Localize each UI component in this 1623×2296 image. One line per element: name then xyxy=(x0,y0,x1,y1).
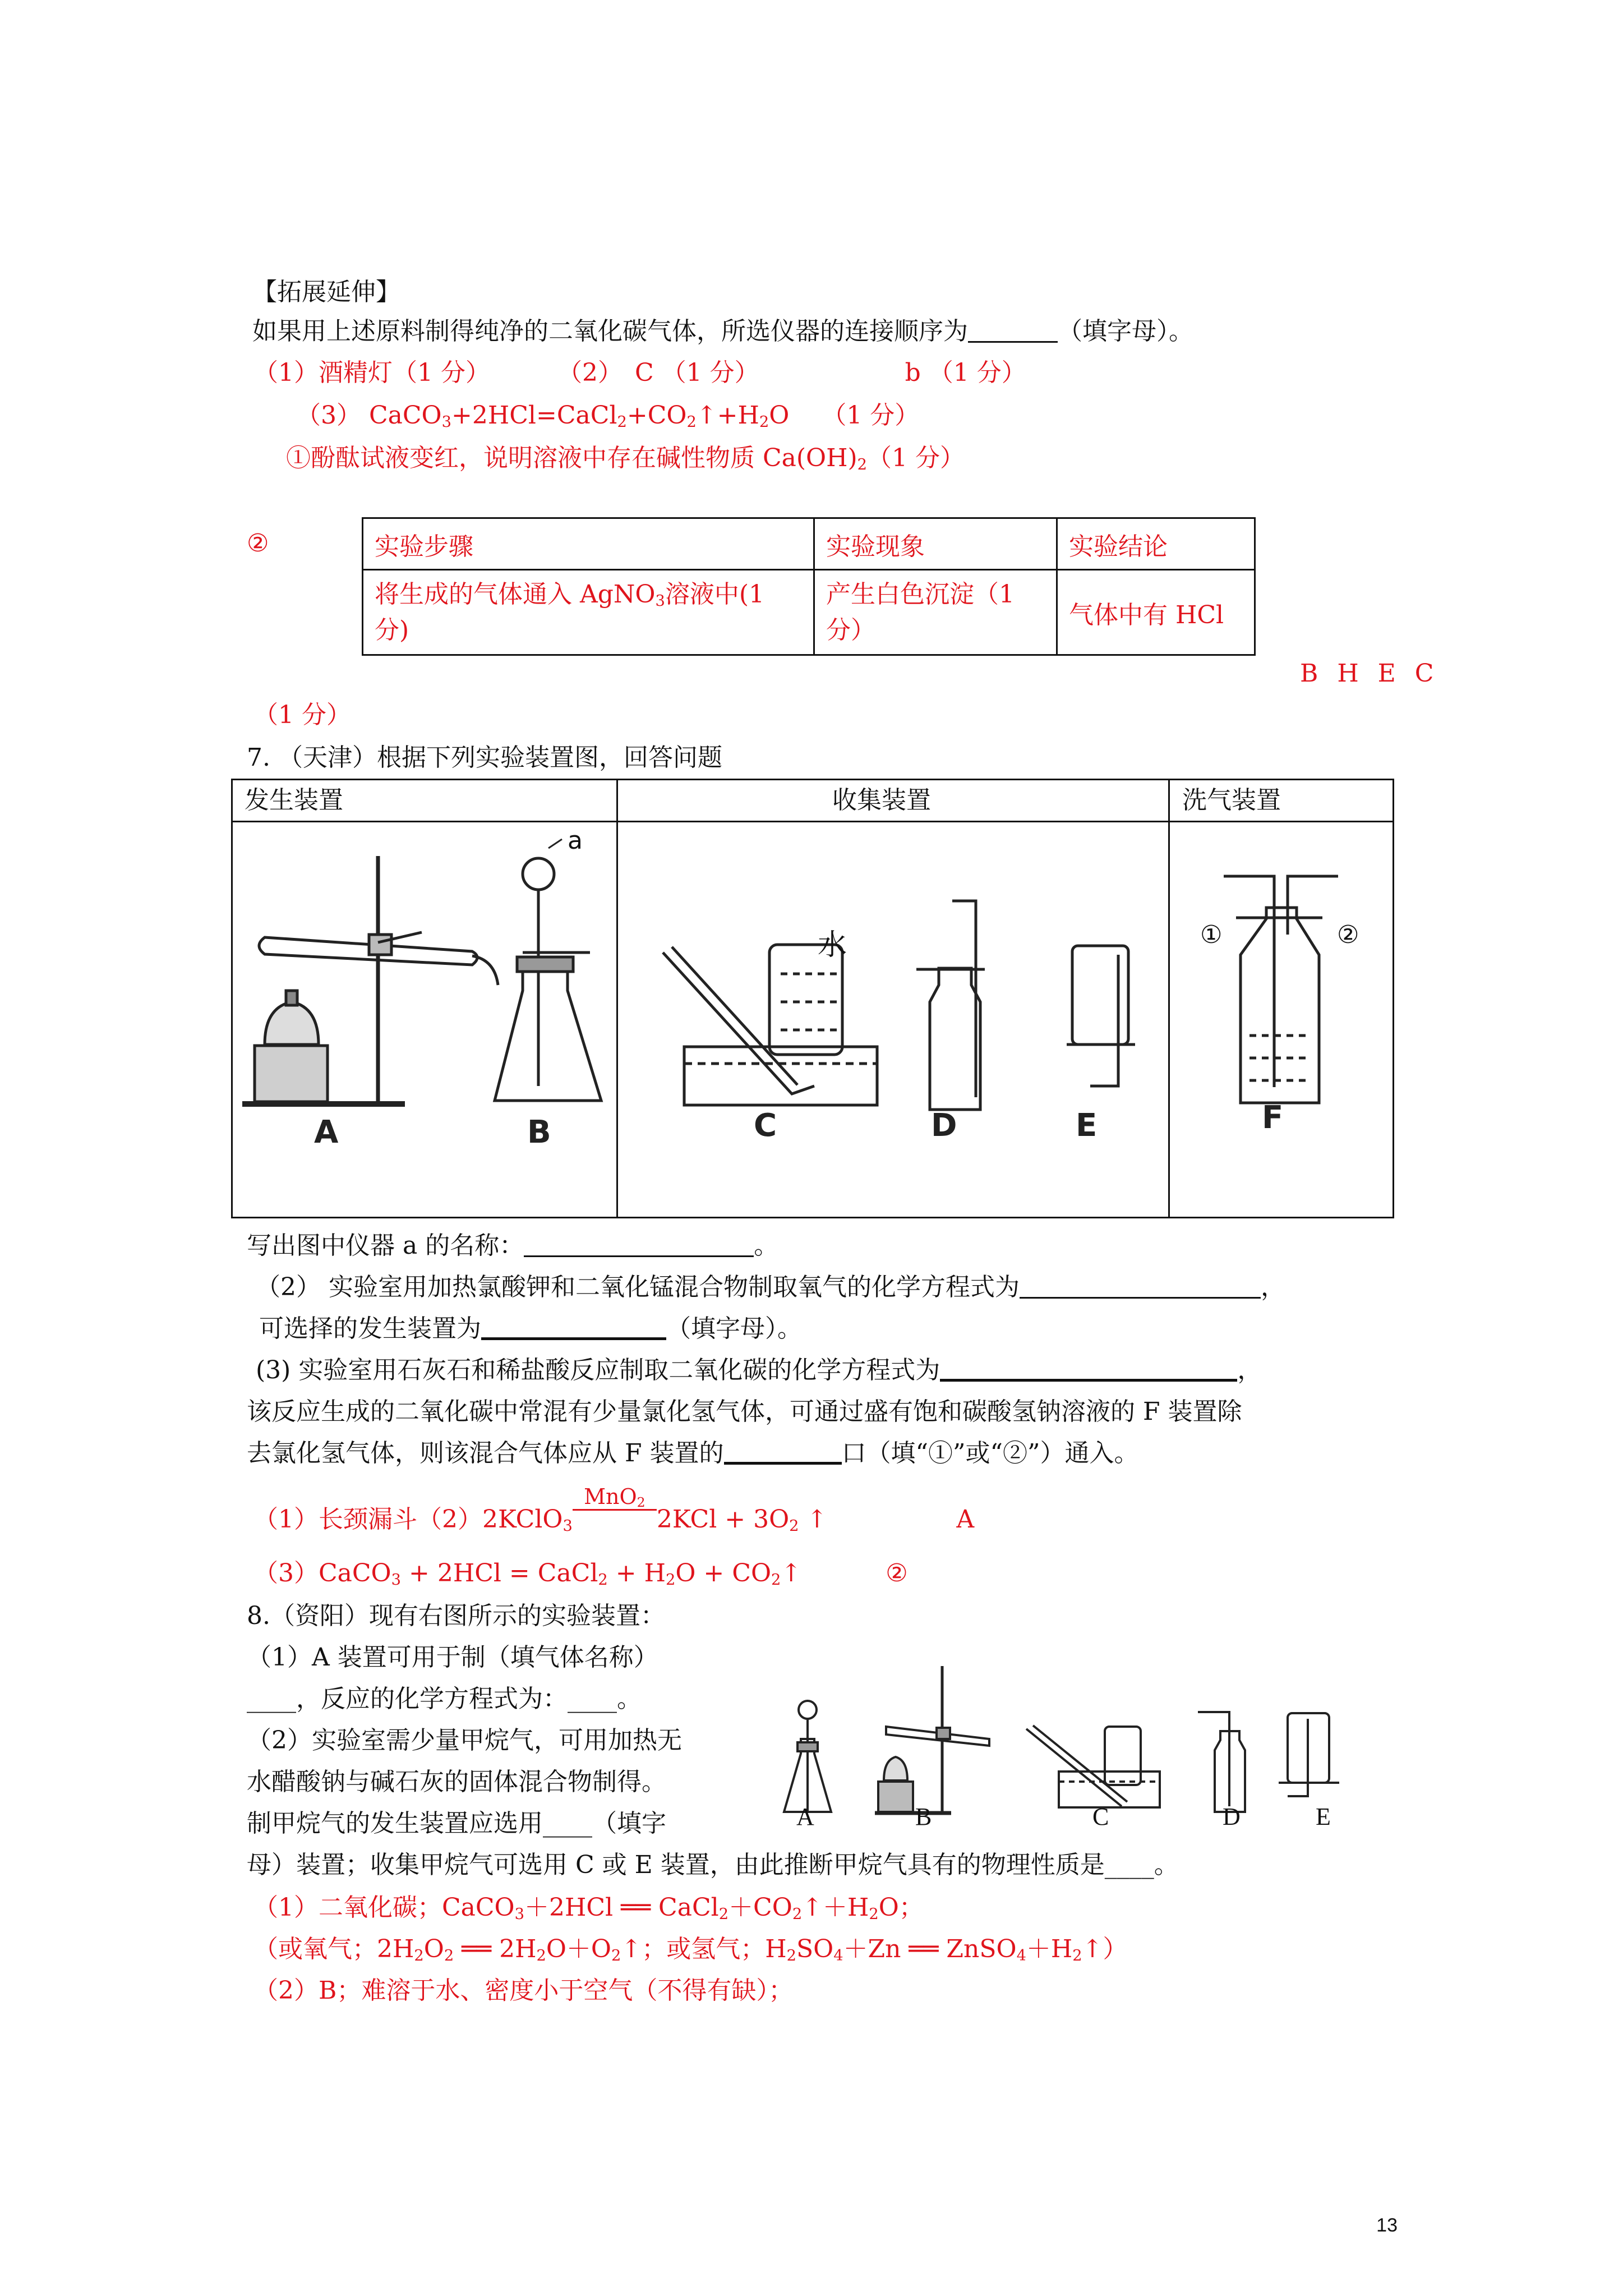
q8-label-e: E xyxy=(1316,1803,1331,1830)
q8-title: 8.（资阳）现有右图所示的实验装置： xyxy=(247,1602,665,1630)
page-number: 13 xyxy=(1376,2215,1398,2236)
q8-apparatus-e-icon xyxy=(1279,1713,1339,1796)
apparatus-a-icon xyxy=(242,856,498,1104)
q8-label-c: C xyxy=(1092,1803,1109,1830)
q7-question-3-line-2: 该反应生成的二氧化碳中常混有少量氯化氢气体，可通过盛有饱和碳酸氢钠溶液的 F 装置除 xyxy=(247,1397,1242,1426)
q8-label-d: D xyxy=(1223,1803,1241,1830)
q8-line-1: （1）A 装置可用于制（填气体名称） xyxy=(247,1643,658,1672)
q8-apparatus-d-icon xyxy=(1198,1712,1245,1812)
extension-heading: 【拓展延伸】 xyxy=(252,278,400,306)
label-apparatus-c: C xyxy=(754,1107,777,1144)
label-apparatus-b: B xyxy=(527,1114,551,1151)
answer-line-3-equation: （3） $CaCO_3+2HCl=CaCl_2+CO_2↑+H_2O$ （1 分） xyxy=(296,401,920,431)
label-apparatus-e: E xyxy=(1076,1107,1098,1144)
label-port-1: ① xyxy=(1200,921,1223,949)
q7-question-1: 写出图中仪器 a 的名称： 。 xyxy=(247,1231,779,1260)
label-apparatus-d: D xyxy=(931,1107,957,1144)
q8-line-4: 水醋酸钠与碱石灰的固体混合物制得。 xyxy=(247,1768,666,1796)
answer-phenolphthalein: ①酚酞试液变红，说明溶液中存在碱性物质 $Ca(OH)_2(1$ 分） xyxy=(286,444,965,473)
q7-question-2-line-2: 可选择的发生装置为 （填字母）。 xyxy=(259,1314,802,1343)
q8-line-3: （2）实验室需少量甲烷气，可用加热无 xyxy=(247,1726,682,1755)
q7-header-washing: 洗气装置 xyxy=(1182,786,1281,815)
q7-answer-3: （3）CaCO$_3$ + 2HCl = CaCl$_2$ + $H_2O$ + $CO_2↑$ ② xyxy=(253,1559,908,1589)
q8-answer-2: （或氧气；$2H_2O_2$ ══ $2H_2O+O_2↑$；或氢气；$H_2SO_4+Zn$ ══ $ZnSO_4+H_2↑$） xyxy=(253,1935,1128,1964)
apparatus-f-icon xyxy=(1224,876,1338,1103)
q7-question-2: （2） 实验室用加热氯酸钾和二氧化锰混合物制取氧气的化学方程式为 ， xyxy=(256,1273,1285,1301)
q8-apparatus-c-icon xyxy=(1026,1726,1160,1807)
q7-title: 7. （天津）根据下列实验装置图，回答问题 xyxy=(247,743,722,772)
table-cell-step: 将生成的气体通入 AgNO$_3$溶液中(1 分) xyxy=(363,570,814,655)
q8-label-b: B xyxy=(915,1803,932,1830)
label-apparatus-a: A xyxy=(314,1114,339,1151)
table-cell-phenomenon: 产生白色沉淀（1 分） xyxy=(814,570,1057,655)
q7-apparatus-drawing xyxy=(231,822,1394,1218)
table-header-step: 实验步骤 xyxy=(363,518,814,570)
q7-answer-1: （1）长颈漏斗（2）2KClO$_3$ MnO$_2$ $2KCl + 3O_2$ ↑ A xyxy=(253,1484,975,1535)
label-instrument-a: a xyxy=(568,826,583,855)
apparatus-e-icon xyxy=(1067,946,1135,1086)
q8-answer-3: （2）B；难溶于水、密度小于空气（不得有缺）； xyxy=(253,1976,794,2005)
q8-apparatus-drawing xyxy=(774,1644,1396,1823)
table-header-phenomenon: 实验现象 xyxy=(814,518,1057,570)
answer-order-score: （1 分） xyxy=(253,701,351,729)
apparatus-c-icon xyxy=(663,945,877,1105)
q8-apparatus-a-icon xyxy=(784,1701,831,1812)
q7-question-3: (3) 实验室用石灰石和稀盐酸反应制取二氧化碳的化学方程式为 ， xyxy=(256,1356,1262,1384)
q8-line-5: 制甲烷气的发生装置应选用____（填字 xyxy=(247,1809,666,1838)
apparatus-b-icon xyxy=(495,839,601,1101)
label-apparatus-f: F xyxy=(1262,1099,1284,1136)
q8-answer-1: （1）二氧化碳；CaCO$_3$＋2HCl ══ $CaCl_2+CO_2↑+H_2O$； xyxy=(253,1893,924,1923)
label-port-2: ② xyxy=(1337,921,1359,949)
table-header-conclusion: 实验结论 xyxy=(1057,518,1255,570)
q8-line-6: 母）装置；收集甲烷气可选用 C 或 E 装置，由此推断甲烷气具有的物理性质是____。 xyxy=(247,1851,1179,1879)
table-cell-conclusion: 气体中有 HCl xyxy=(1057,570,1255,655)
q7-question-3-line-3: 去氯化氢气体，则该混合气体应从 F 装置的 口（填“①”或“②”）通入。 xyxy=(247,1439,1139,1467)
answer-line-1: （1）酒精灯（1 分） （2） C （1 分） b （1 分） xyxy=(253,358,1026,387)
circle-2-marker: ② xyxy=(247,529,269,558)
q8-line-2: ____，反应的化学方程式为：____。 xyxy=(247,1685,642,1713)
q7-header-generation: 发生装置 xyxy=(245,786,343,815)
label-water: 水 xyxy=(818,928,847,962)
q8-label-a: A xyxy=(796,1803,814,1830)
experiment-table xyxy=(362,517,1256,656)
q7-header-collection: 收集装置 xyxy=(832,786,931,815)
extension-question: 如果用上述原料制得纯净的二氧化碳气体，所选仪器的连接顺序为 （填字母）。 xyxy=(252,317,1193,346)
q8-apparatus-b-icon xyxy=(875,1666,989,1813)
answer-order: B H E C xyxy=(1300,659,1440,688)
apparatus-d-icon xyxy=(916,901,985,1110)
